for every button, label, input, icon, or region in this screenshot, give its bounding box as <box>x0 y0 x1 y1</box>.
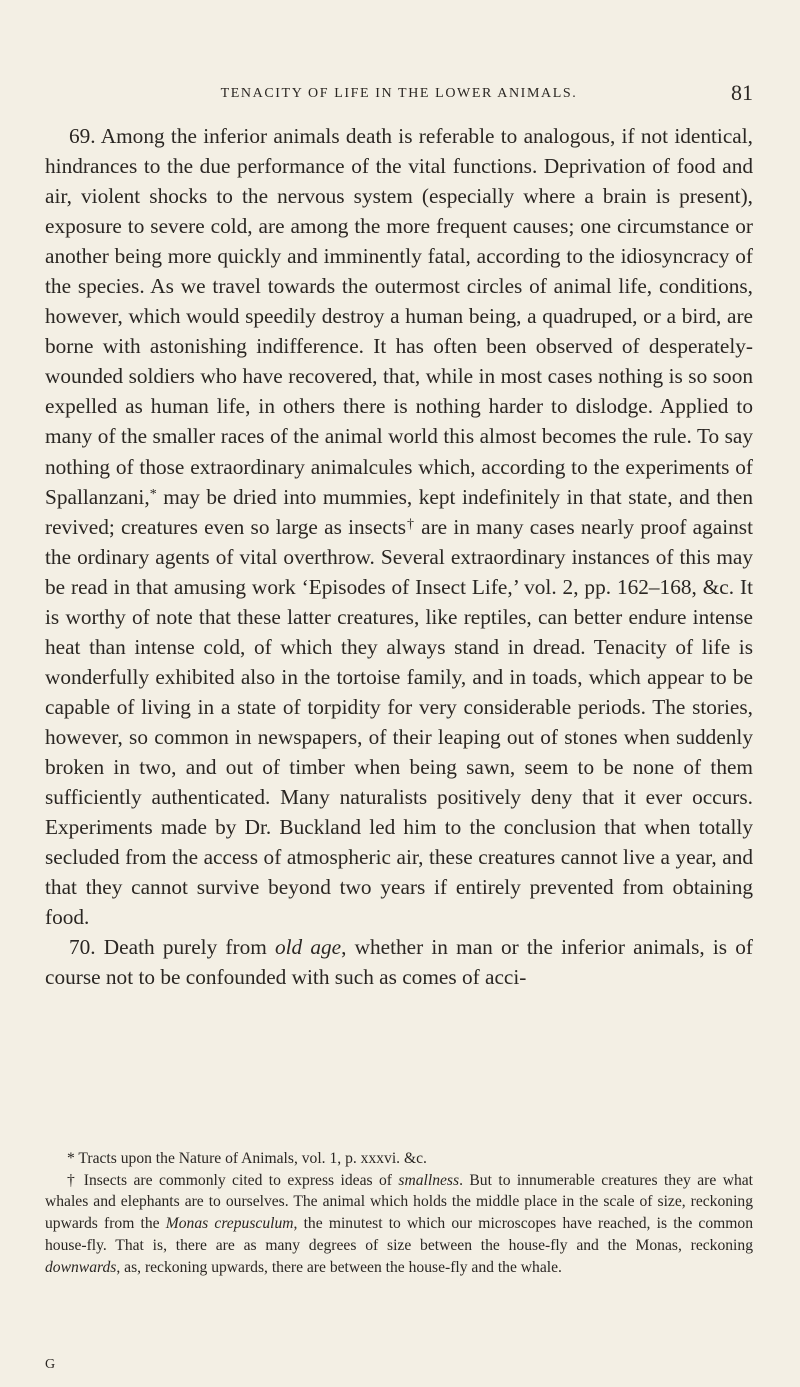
footnotes <box>45 1148 753 1278</box>
paragraph-number: 70. <box>69 935 96 960</box>
footnote-text: , as, reckoning upwards, there are between the house-fly and the whale. <box>116 1258 562 1276</box>
footnote-mark: † <box>67 1171 78 1189</box>
footnote-text: Tracts upon the Nature of Animals, vol. 1, p. xxxvi. &c. <box>74 1150 427 1167</box>
footnote-text: Insects are commonly cited to express ideas of <box>77 1171 399 1189</box>
footnote-ref-dagger: † <box>406 516 415 532</box>
footnote-mark: * <box>67 1150 75 1167</box>
paragraph-text: may be dried into mummies, kept indefinitely in that state, and then revived; creatures even so large as insects <box>45 484 753 539</box>
page-header <box>45 80 753 110</box>
footnote-text: . But to innumerable creatures they are what whales and elephants are to ourselves. The animal which holds the middle place in the scale of size, reckoning upwards from the <box>45 1171 754 1233</box>
paragraph-number: 69. <box>69 124 96 148</box>
paragraph-70 <box>45 932 753 992</box>
italic-phrase: old age <box>274 935 342 960</box>
paragraph-text: are in many cases nearly proof against the ordinary agents of vital overthrow. Several extraordinary instances of this may be read in that amusing work ‘Episodes of Insect Life,’ vol. 2, pp. 162–168, &c. It is worthy of note that these latter creatures, like reptiles, can better endure intense heat than intense cold, of which they always stand in dread. Tenacity of life is wonderfully exhibited also in the tortoise family, and in toads, which appear to be capable of living in a state of torpidity for very considerable periods. The stories, however, so common in newspapers, of their leaping out of stones when suddenly broken in two, and out of timber when being sawn, seem to be none of them sufficiently authenticated. Many naturalists positively deny that it ever occurs. Experiments made by Dr. Buckland led him to the conclusion that when totally secluded from the access of atmospheric air, these creatures cannot live a year, and that they cannot survive beyond two years if entirely prevented from obtaining food. <box>45 514 754 930</box>
italic-phrase: downwards <box>45 1258 117 1276</box>
signature-mark: G <box>45 1357 56 1372</box>
footnote-ref-asterisk: * <box>149 486 157 502</box>
paragraph-text: , whether in man or the inferior animals, is of course not to be confounded with such as comes of acci- <box>45 935 753 990</box>
footnote-dagger <box>45 1170 753 1279</box>
italic-phrase: smallness <box>398 1171 460 1189</box>
page-number: 81 <box>731 80 753 105</box>
body-text <box>45 121 753 992</box>
footnote-text: , the minutest to which our microscopes have reached, is the common house-fly. That is, there are as many degrees of size between the house-fly and the Monas, reckoning <box>45 1215 754 1254</box>
paragraph-69 <box>45 121 753 932</box>
paragraph-text: Death purely from <box>95 935 275 960</box>
footnote-asterisk <box>45 1148 753 1170</box>
running-title: TENACITY OF LIFE IN THE LOWER ANIMALS. <box>220 86 578 101</box>
paragraph-text: Among the inferior animals death is referable to analogous, if not identical, hindrances to the due performance of the vital functions. Deprivation of food and air, violent shocks to the nervous system (especially where a brain is present), exposure to severe cold, are among the more frequent causes; one circumstance or another being more quickly and imminently fatal, according to the idiosyncracy of the species. As we travel towards the outermost circles of animal life, conditions, however, which would speedily destroy a human being, a quadruped, or a bird, are borne with astonishing indifference. It has often been observed of desperately-wounded soldiers who have recovered, that, while in most cases nothing is so soon expelled as human life, in others there is nothing harder to dislodge. Applied to many of the smaller races of the animal world this almost becomes the rule. To say nothing of those extraordinary animalcules which, according to the experiments of Spallanzani, <box>45 124 753 509</box>
italic-phrase: Monas crepusculum <box>165 1215 294 1233</box>
